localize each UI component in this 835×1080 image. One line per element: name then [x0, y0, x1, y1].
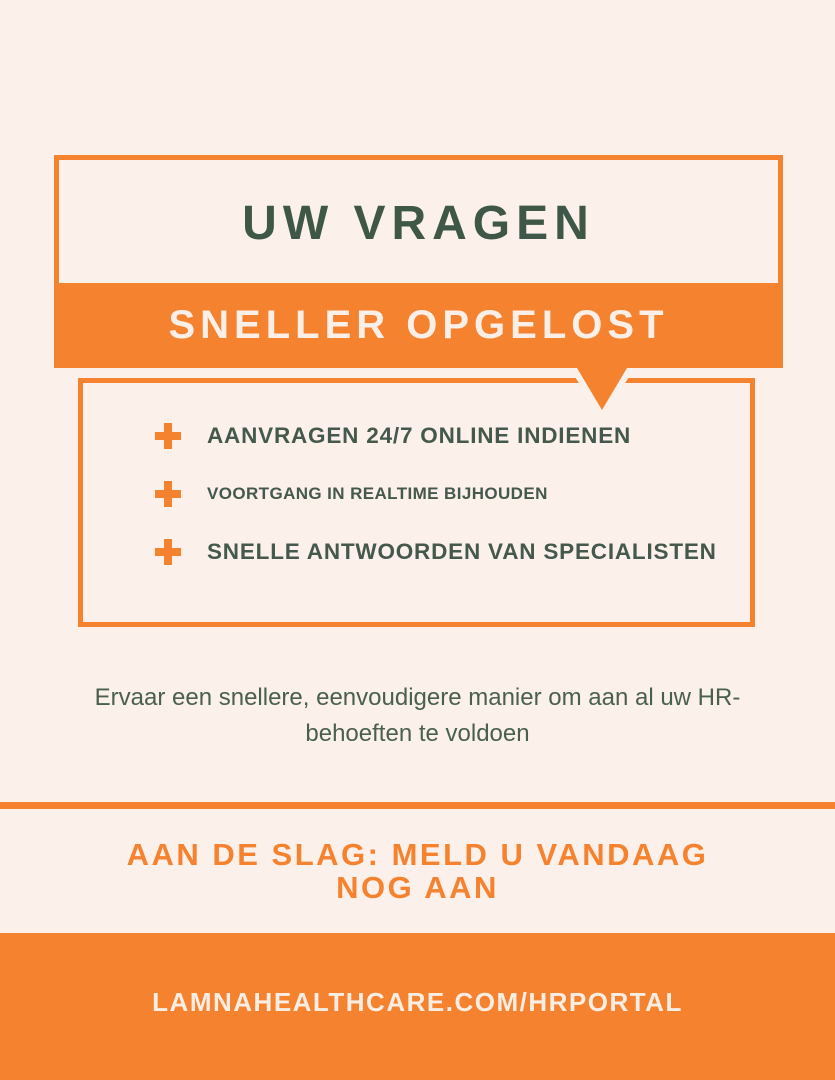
list-item [83, 407, 750, 465]
poster-title: UW VRAGEN [242, 197, 595, 250]
feature-label: VOORTGANG IN REALTIME BIJHOUDEN [207, 484, 548, 503]
plus-icon [155, 539, 181, 565]
plus-icon [155, 481, 181, 507]
speech-tail [577, 368, 627, 410]
title-panel [54, 155, 783, 283]
features-box [78, 378, 755, 627]
intro-line-2: behoeften te voldoen [305, 720, 530, 747]
feature-label: SNELLE ANTWOORDEN VAN SPECIALISTEN [207, 539, 717, 564]
title-speech-bubble [54, 155, 783, 368]
features-list [83, 383, 750, 581]
cta-line-1: AAN DE SLAG: MELD U VANDAAG [126, 837, 709, 872]
intro-text [68, 680, 768, 752]
poster-subtitle: SNELLER OPGELOST [168, 303, 669, 347]
footer-url: LAMNAHEALTHCARE.COM/HRPORTAL [152, 987, 683, 1017]
list-item [83, 465, 750, 523]
cta-heading [0, 838, 835, 904]
plus-icon [155, 423, 181, 449]
divider-bar [0, 802, 835, 809]
cta-line-2: NOG AAN [336, 870, 499, 905]
footer-banner [0, 933, 835, 1080]
list-item [83, 523, 750, 581]
intro-line-1: Ervaar een snellere, eenvoudigere manier om aan al uw HR- [94, 684, 741, 711]
feature-label: AANVRAGEN 24/7 ONLINE INDIENEN [207, 423, 632, 448]
subtitle-banner [54, 283, 783, 368]
